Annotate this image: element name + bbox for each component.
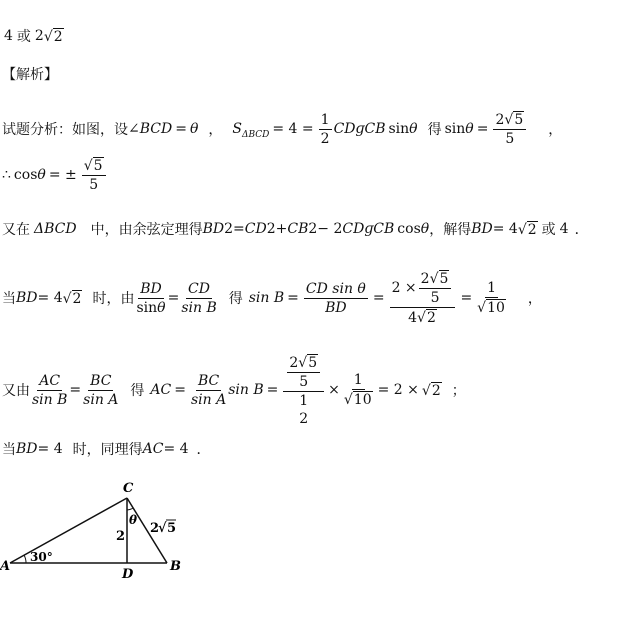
theta: θ [420, 221, 430, 237]
bd: BD [16, 441, 38, 457]
cos: cos [397, 221, 421, 237]
cos-theta-fraction: √ 5 5 [82, 157, 106, 193]
analysis-line-4: 当 BD = 4 √ 2 时，由 $\frac{BD}{\sin\theta}$ = $\frac{CD}{\text{sin B}}$ 得 sin B = $\frac{\text{CD sin θ}}{BD}$ = 2 × 2 √ 5 5 4 √ 2 = 1 √ 10 ， [2, 271, 542, 326]
eq-four: = 4 = [272, 121, 314, 137]
de: 得 [228, 291, 243, 307]
cd-cb: CDɡCB [342, 221, 395, 237]
cd: CD [244, 221, 267, 237]
complex-fraction: 2 × 2 √ 5 5 4 √ 2 [390, 270, 456, 326]
sqrt-two: √ 2 [62, 290, 82, 307]
therefore-symbol: ∴ [2, 167, 11, 183]
de: 得 [427, 122, 442, 138]
angle-a-label: 30° [30, 550, 53, 564]
cd-sin-theta-over-bd: $\frac{\text{CD sin θ}}{BD}$ [305, 280, 366, 316]
area-S: S [232, 121, 242, 137]
side-ac [10, 498, 127, 563]
vertex-b-label: B [170, 559, 181, 574]
ac: AC [150, 382, 172, 398]
half-fraction: $\frac{1}{2}$ [320, 111, 330, 147]
line1-lead: 试题分析：如图，设 [2, 122, 128, 138]
vertex-a-label: A [0, 559, 11, 574]
comma: ， [548, 122, 563, 138]
one-over-sqrt10: 1 √ 10 [343, 372, 372, 408]
sin-b: sin B [228, 382, 264, 398]
cb-length-radical: √ [158, 521, 167, 536]
cb-length-radicand: 5 [167, 521, 177, 536]
four: 4 [559, 221, 569, 237]
answer-sqrt: √ 2 [43, 28, 63, 45]
line3-lead: 又在 [2, 222, 30, 238]
angle-symbol: ∠ [128, 121, 140, 137]
theta-label: θ [129, 513, 138, 527]
ac: AC [142, 441, 164, 457]
semicolon: ； [451, 383, 466, 399]
cos: cos [13, 167, 38, 183]
theta: θ [37, 167, 46, 183]
theta: θ [465, 121, 474, 137]
comma: ， [208, 122, 223, 138]
bd: BD [471, 221, 493, 237]
answer-line [4, 26, 64, 46]
vertex-c-label: C [123, 481, 134, 496]
stacked-fraction: 2 √ 5 5 1 2 [283, 354, 324, 427]
sin-b: sin B [248, 290, 285, 306]
angle-theta-arc [127, 508, 133, 510]
answer-coef: 2 [34, 28, 44, 44]
cd-over-sin-b: $\frac{CD}{\text{sin B}}$ [181, 280, 217, 316]
ac-over-sin-b: $\frac{AC}{\text{sin B}}$ [32, 372, 68, 408]
cb-length-coef: 2 [150, 521, 160, 536]
sqrt-two: √ 2 [517, 221, 537, 238]
bd-over-sin-theta: $\frac{BD}{\sin\theta}$ [136, 280, 166, 316]
also-by: 又由 [2, 383, 30, 399]
answer-or: 或 [16, 29, 31, 45]
bc-over-sin-a: $\frac{BC}{\text{sin A}}$ [190, 372, 227, 408]
analysis-heading: 【解析】 [2, 67, 58, 83]
bc-over-sin-a: $\frac{BC}{\text{sin A}}$ [83, 372, 119, 408]
answer-four: 4 [4, 28, 13, 44]
period: ． [196, 442, 211, 458]
then-text: 时，由 [92, 291, 135, 307]
analysis-line-2 [2, 154, 108, 196]
cd-cb: CDɡCB [333, 121, 386, 137]
when: 当 [2, 442, 16, 458]
sin: sin [388, 121, 410, 137]
theta: θ [189, 121, 199, 137]
eq-pm: = ± [48, 167, 77, 183]
bcd: BCD [139, 121, 173, 137]
or: 或 [541, 222, 556, 238]
bd: BD [16, 290, 38, 306]
one-over-sqrt10: 1 √ 10 [477, 280, 505, 316]
sqrt-two: √ 2 [421, 382, 441, 399]
analysis-line-3: 又在 ΔBCD 中，由余弦定理得 BD 2 = CD 2 + CB 2 − 2 CDɡCB cos θ ，解得 BD = 4 √ 2 或 4 ． [2, 221, 589, 238]
triangle-figure [0, 480, 200, 580]
triangle-bcd: ΔBCD [34, 221, 77, 237]
sin-theta-fraction: 2 √ 5 5 [493, 111, 526, 147]
when: 当 [2, 291, 16, 307]
solve-text: ，解得 [429, 222, 472, 238]
analysis-line-5: 又由 $\frac{AC}{\text{sin B}}$ = $\frac{BC}{\text{sin A}}$ 得 AC = $\frac{BC}{\text{sin A}}$ sin B = 2 √ 5 5 1 2 × 1 √ 10 = 2 × √ 2 ； [2, 354, 466, 427]
eq: = [476, 121, 489, 137]
law-of-cosines-text: 中，由余弦定理得 [90, 222, 203, 238]
analysis-line-6: 当 BD = 4 时，同理得 AC = 4 ． [2, 441, 211, 458]
bd: BD [202, 221, 225, 237]
eq: = [175, 121, 187, 137]
comma: ， [527, 291, 542, 307]
sin: sin [444, 121, 466, 137]
angle-a-arc [24, 555, 26, 563]
de: 得 [130, 383, 145, 399]
theta: θ [409, 121, 418, 137]
analysis-line-1 [2, 108, 562, 150]
area-sub: ΔBCD [241, 130, 270, 140]
period: ． [574, 222, 589, 238]
cb: CB [287, 221, 309, 237]
point-d-label: D [122, 567, 134, 580]
cd-length-label: 2 [116, 529, 126, 544]
similarly-text: 时，同理得 [72, 442, 143, 458]
